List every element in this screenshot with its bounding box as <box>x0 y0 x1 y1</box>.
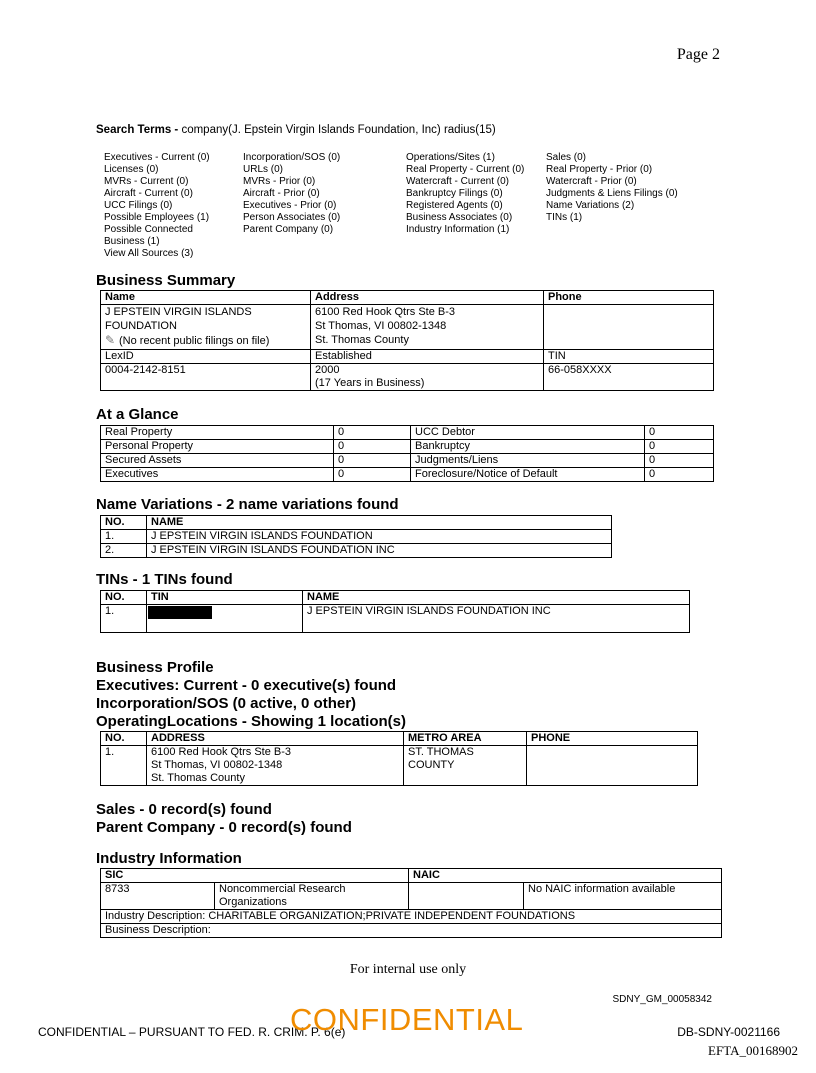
source-link[interactable]: UCC Filings (0) <box>104 200 173 211</box>
source-link[interactable]: MVRs - Prior (0) <box>243 176 316 187</box>
source-link[interactable]: Judgments & Liens Filings (0) <box>546 188 678 199</box>
location-phone <box>527 746 698 786</box>
source-link[interactable]: Business Associates (0) <box>406 212 513 223</box>
at-a-glance-table <box>100 425 714 482</box>
col-header-no: NO. <box>101 516 147 530</box>
row-number: 2. <box>101 544 147 558</box>
at-a-glance-heading: At a Glance <box>96 406 179 423</box>
search-terms-label: Search Terms - <box>96 124 179 136</box>
col-header-name: NAME <box>147 516 612 530</box>
executives-heading: Executives: Current - 0 executive(s) found <box>96 677 397 694</box>
established-value <box>311 364 544 391</box>
table-row <box>101 605 690 633</box>
business-name-cell <box>101 305 311 350</box>
sic-code: 8733 <box>101 883 215 910</box>
operating-locations-table <box>100 731 698 786</box>
col-header-tin: TIN <box>147 591 303 605</box>
table-row <box>101 426 714 440</box>
tin-label: TIN <box>544 350 714 364</box>
bates-number-db-sdny: DB-SDNY-0021166 <box>677 1025 780 1039</box>
business-name-line: J EPSTEIN VIRGIN ISLANDS <box>105 306 252 318</box>
glance-label: UCC Debtor <box>411 426 645 440</box>
tin-value: 66-058XXXX <box>544 364 714 391</box>
operating-locations-heading: OperatingLocations - Showing 1 location(s) <box>96 713 407 730</box>
efta-number: EFTA_00168902 <box>708 1043 798 1058</box>
table-row <box>101 910 722 924</box>
col-header-sic: SIC <box>101 869 409 883</box>
metro-area <box>404 746 527 786</box>
sic-desc-line: Noncommercial Research <box>219 883 346 895</box>
source-link[interactable]: Aircraft - Current (0) <box>104 188 193 199</box>
source-link[interactable]: Business (1) <box>104 236 160 247</box>
sic-desc-line: Organizations <box>219 896 287 908</box>
address-line: St Thomas, VI 00802-1348 <box>151 759 283 771</box>
address-line: 6100 Red Hook Qtrs Ste B-3 <box>315 306 456 318</box>
naic-code <box>409 883 524 910</box>
glance-label: Bankruptcy <box>411 440 645 454</box>
source-link[interactable]: Bankruptcy Filings (0) <box>406 188 503 199</box>
source-link[interactable]: Name Variations (2) <box>546 200 635 211</box>
glance-value: 0 <box>334 426 411 440</box>
glance-value: 0 <box>645 468 714 482</box>
business-description: Business Description: <box>101 924 722 938</box>
industry-description: Industry Description: CHARITABLE ORGANIZATION;PRIVATE INDEPENDENT FOUNDATIONS <box>101 910 722 924</box>
col-header-name: Name <box>101 291 311 305</box>
source-link[interactable]: View All Sources (3) <box>104 248 194 259</box>
source-link[interactable]: MVRs - Current (0) <box>104 176 189 187</box>
col-header-naic: NAIC <box>409 869 722 883</box>
address-line: St. Thomas County <box>315 334 409 346</box>
glance-label: Executives <box>101 468 334 482</box>
sic-description <box>215 883 409 910</box>
established-year: 2000 <box>315 364 340 376</box>
search-terms <box>96 124 496 136</box>
lexid-label: LexID <box>101 350 311 364</box>
source-link[interactable]: Operations/Sites (1) <box>406 152 495 163</box>
business-summary-heading: Business Summary <box>96 272 236 289</box>
business-phone-cell <box>544 305 714 350</box>
name-variations-heading: Name Variations - 2 name variations found <box>96 496 399 513</box>
col-header-phone: PHONE <box>527 732 698 746</box>
address-line: St. Thomas County <box>151 772 245 784</box>
tin-cell <box>147 605 303 633</box>
location-address <box>147 746 404 786</box>
business-summary-table <box>100 290 714 391</box>
source-link[interactable]: Incorporation/SOS (0) <box>243 152 341 163</box>
sources-column-4 <box>546 152 678 224</box>
sources-column-3 <box>406 152 524 236</box>
glance-value: 0 <box>334 468 411 482</box>
row-number: 1. <box>101 530 147 544</box>
source-link[interactable]: Aircraft - Prior (0) <box>243 188 320 199</box>
glance-value: 0 <box>334 454 411 468</box>
years-in-business: (17 Years in Business) <box>315 377 425 389</box>
source-link[interactable]: Possible Connected <box>104 224 193 235</box>
glance-label: Secured Assets <box>101 454 334 468</box>
filings-note: (No recent public filings on file) <box>119 335 270 347</box>
table-row <box>101 924 722 938</box>
bates-number-sdny-gm: SDNY_GM_00058342 <box>612 994 712 1005</box>
source-link[interactable]: Executives - Prior (0) <box>243 200 337 211</box>
source-link[interactable]: URLs (0) <box>243 164 284 175</box>
source-link[interactable]: Real Property - Prior (0) <box>546 164 653 175</box>
table-row <box>101 530 612 544</box>
name-variation: J EPSTEIN VIRGIN ISLANDS FOUNDATION <box>147 530 612 544</box>
metro-line: COUNTY <box>408 759 455 771</box>
tins-table <box>100 590 690 633</box>
row-number: 1. <box>101 605 147 633</box>
sales-heading: Sales - 0 record(s) found <box>96 801 272 818</box>
glance-label: Personal Property <box>101 440 334 454</box>
business-address-cell <box>311 305 544 350</box>
glance-label: Foreclosure/Notice of Default <box>411 468 645 482</box>
confidential-stamp: CONFIDENTIAL <box>290 1002 524 1037</box>
industry-table <box>100 868 722 938</box>
source-link[interactable]: Possible Employees (1) <box>104 212 210 223</box>
tins-heading: TINs - 1 TINs found <box>96 571 233 588</box>
table-row <box>101 468 714 482</box>
glance-value: 0 <box>645 426 714 440</box>
col-header-no: NO. <box>101 732 147 746</box>
source-link[interactable]: TINs (1) <box>546 212 583 223</box>
col-header-no: NO. <box>101 591 147 605</box>
source-link[interactable]: Watercraft - Current (0) <box>406 176 509 187</box>
address-line: St Thomas, VI 00802-1348 <box>315 320 447 332</box>
metro-line: ST. THOMAS <box>408 746 474 758</box>
glance-value: 0 <box>645 440 714 454</box>
tin-name: J EPSTEIN VIRGIN ISLANDS FOUNDATION INC <box>303 605 690 633</box>
table-row <box>101 454 714 468</box>
source-link[interactable]: Real Property - Current (0) <box>406 164 525 175</box>
table-row <box>101 883 722 910</box>
glance-label: Judgments/Liens <box>411 454 645 468</box>
page-number: Page 2 <box>676 46 720 63</box>
business-profile-heading: Business Profile <box>96 659 214 676</box>
source-link[interactable]: Person Associates (0) <box>243 212 341 223</box>
col-header-address: ADDRESS <box>147 732 404 746</box>
col-header-phone: Phone <box>544 291 714 305</box>
pencil-icon: ✎ <box>105 333 116 347</box>
table-row <box>101 440 714 454</box>
source-link[interactable]: Watercraft - Prior (0) <box>546 176 637 187</box>
confidential-notice: CONFIDENTIAL – PURSUANT TO FED. R. CRIM. P. 6(e) <box>38 1025 346 1039</box>
col-header-name: NAME <box>303 591 690 605</box>
source-link[interactable]: Licenses (0) <box>104 164 159 175</box>
incorporation-heading: Incorporation/SOS (0 active, 0 other) <box>96 695 357 712</box>
row-number: 1. <box>101 746 147 786</box>
lexid-value: 0004-2142-8151 <box>101 364 311 391</box>
name-variation: J EPSTEIN VIRGIN ISLANDS FOUNDATION INC <box>147 544 612 558</box>
glance-value: 0 <box>334 440 411 454</box>
col-header-metro-area: METRO AREA <box>404 732 527 746</box>
table-row <box>101 746 698 786</box>
established-label: Established <box>311 350 544 364</box>
internal-use-note: For internal use only <box>349 962 467 977</box>
business-name-line: FOUNDATION <box>105 320 177 332</box>
sources-column-2 <box>243 152 340 236</box>
search-terms-value: company(J. Epstein Virgin Islands Foundation, Inc) radius(15) <box>181 124 496 136</box>
source-link[interactable]: Registered Agents (0) <box>406 200 503 211</box>
source-link[interactable]: Executives - Current (0) <box>104 152 210 163</box>
redaction-bar <box>148 606 212 619</box>
table-row <box>101 544 612 558</box>
parent-company-heading: Parent Company - 0 record(s) found <box>96 819 352 836</box>
naic-value: No NAIC information available <box>524 883 722 910</box>
source-link[interactable]: Industry Information (1) <box>406 224 510 235</box>
industry-heading: Industry Information <box>96 850 242 867</box>
name-variations-table <box>100 515 612 558</box>
col-header-address: Address <box>311 291 544 305</box>
source-link[interactable]: Sales (0) <box>546 152 587 163</box>
sources-column-1 <box>104 152 210 260</box>
address-line: 6100 Red Hook Qtrs Ste B-3 <box>151 746 292 758</box>
glance-label: Real Property <box>101 426 334 440</box>
glance-value: 0 <box>645 454 714 468</box>
source-link[interactable]: Parent Company (0) <box>243 224 334 235</box>
